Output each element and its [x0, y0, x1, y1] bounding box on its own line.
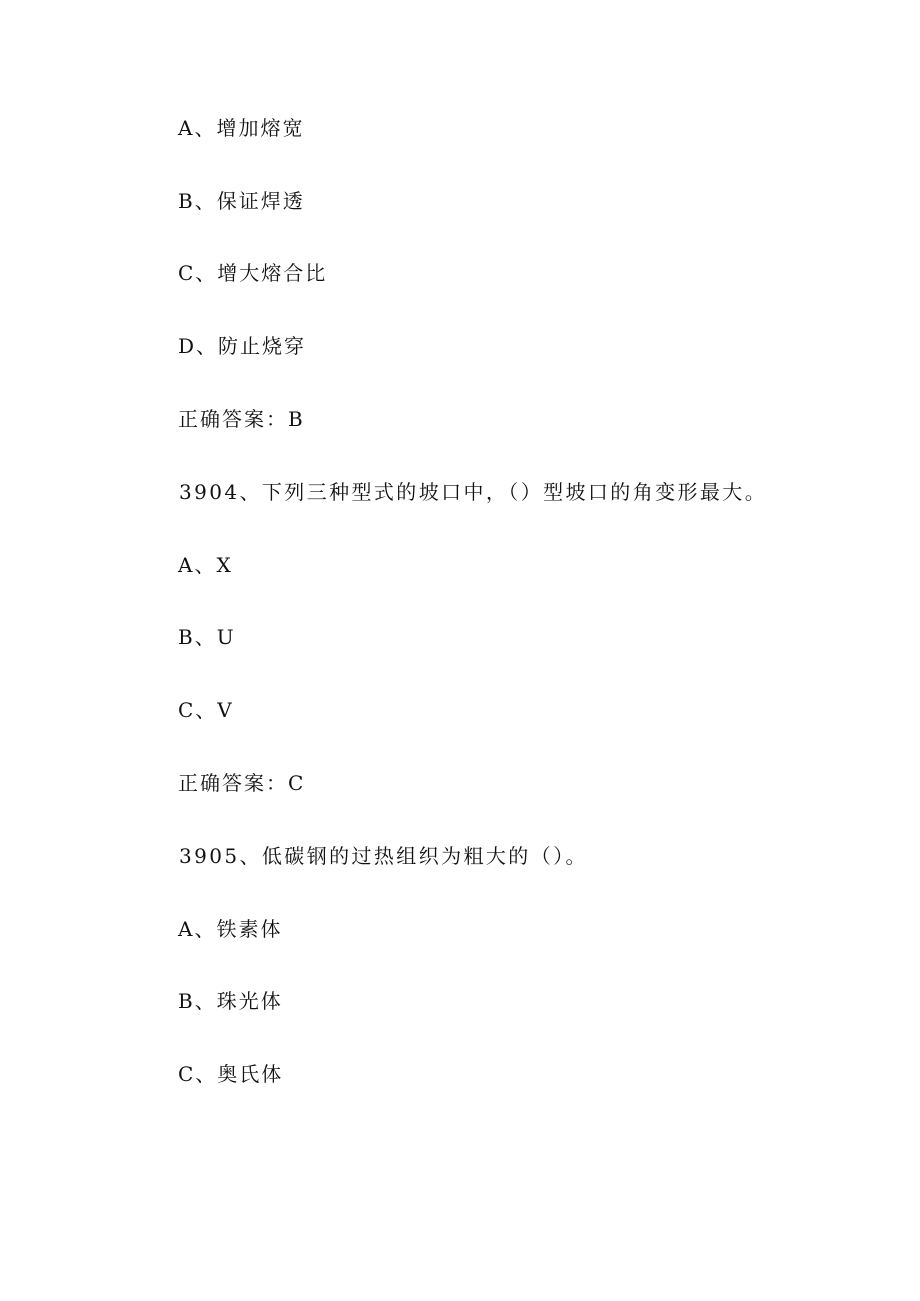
option-a: A、X — [178, 553, 233, 577]
option-a: A、增加熔宽 — [178, 116, 305, 140]
option-c: C、V — [178, 698, 234, 722]
question-3904: 3904、下列三种型式的坡口中，（）型坡口的角变形最大。 — [179, 480, 768, 504]
answer-text: 正确答案：C — [178, 771, 306, 795]
option-d: D、防止烧穿 — [178, 334, 307, 358]
option-b: B、U — [178, 625, 236, 649]
option-c: C、奥氏体 — [178, 1062, 284, 1086]
answer-text: 正确答案：B — [178, 407, 305, 431]
option-c: C、增大熔合比 — [178, 261, 328, 285]
option-a: A、铁素体 — [178, 917, 283, 941]
option-b: B、保证焊透 — [178, 189, 305, 213]
option-b: B、珠光体 — [178, 989, 283, 1013]
question-3905: 3905、低碳钢的过热组织为粗大的（）。 — [179, 844, 588, 868]
